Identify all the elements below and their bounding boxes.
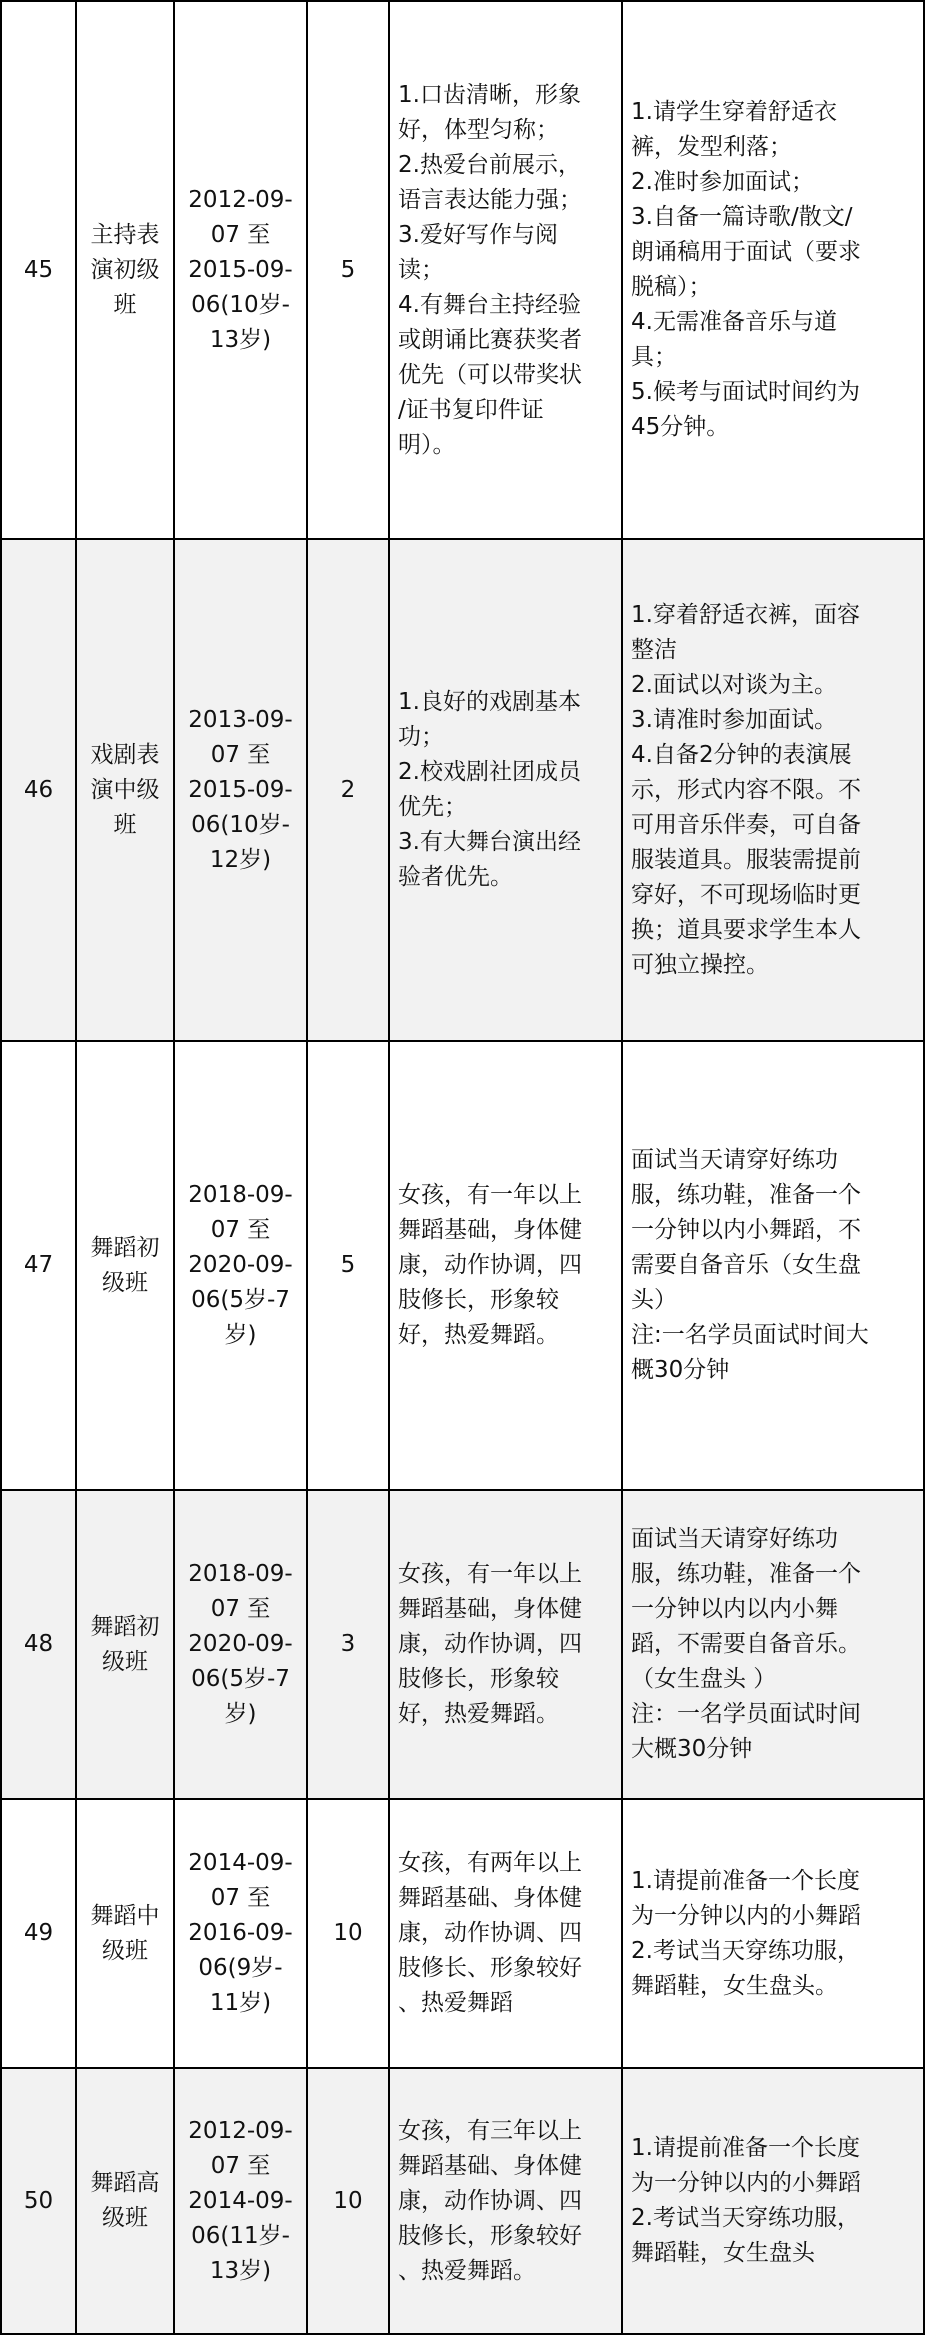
table-row <box>1 1490 924 1799</box>
cell-line: 为一分钟以内的小舞蹈 <box>631 2170 861 2196</box>
cell-line: 好，热爱舞蹈。 <box>398 1701 559 1727</box>
requirements-cell <box>389 1041 622 1490</box>
cell-line: 具； <box>631 344 677 370</box>
cell-line: 2.热爱台前展示， <box>398 151 581 178</box>
cell-line: 2018-09- <box>188 1561 293 1587</box>
cell-line: 女孩，有三年以上 <box>398 2117 582 2144</box>
cell-line: 演初级 <box>90 256 160 283</box>
cell-line: 朗诵稿用于面试（要求 <box>631 239 861 265</box>
cell-line: 舞蹈基础、身体健 <box>398 1885 582 1911</box>
cell-line: 为一分钟以内的小舞蹈 <box>631 1902 861 1929</box>
class-name-cell <box>76 1490 174 1799</box>
cell-line: 演中级 <box>90 776 160 803</box>
cell-line: 06(5岁-7 <box>191 1666 290 1692</box>
cell-line: 可独立操控。 <box>631 951 769 978</box>
cell-line: 康，动作协调，四 <box>398 1631 582 1657</box>
class-name-cell <box>76 1 174 539</box>
cell-line: 45分钟。 <box>631 414 730 440</box>
cell-line: 康，动作协调、四 <box>398 2187 582 2214</box>
cell-line: 优先（可以带奖状 <box>398 361 582 388</box>
enrollment-count-cell: 2 <box>307 539 389 1041</box>
cell-line: 舞蹈鞋，女生盘头。 <box>631 1972 838 1999</box>
cell-line: 2015-09- <box>188 776 293 803</box>
cell-line: 2014-09- <box>188 2187 293 2214</box>
cell-line: 主持表 <box>90 221 160 248</box>
cell-line: 语言表达能力强； <box>398 186 582 213</box>
enrollment-count-cell: 10 <box>307 1799 389 2068</box>
cell-line: 裤，发型利落； <box>631 134 792 160</box>
row-index-cell: 47 <box>1 1041 76 1490</box>
birth-date-range-cell <box>174 1 307 539</box>
cell-line: 戏剧表 <box>90 741 160 768</box>
cell-line: 1.请提前准备一个长度 <box>631 1867 860 1894</box>
class-name-cell <box>76 2068 174 2334</box>
cell-line: 女孩，有两年以上 <box>398 1850 582 1876</box>
cell-line: 一分钟以内小舞蹈，不 <box>631 1217 861 1243</box>
cell-line: 面试当天请穿好练功 <box>631 1526 838 1552</box>
cell-line: 2.考试当天穿练功服， <box>631 2205 860 2231</box>
cell-line: 蹈，不需要自备音乐。 <box>631 1631 861 1657</box>
class-name-cell <box>76 539 174 1041</box>
cell-line: 06(10岁- <box>191 811 290 838</box>
cell-line: 、热爱舞蹈。 <box>398 2257 536 2284</box>
cell-line: 06(11岁- <box>191 2222 290 2249</box>
cell-line: 13岁) <box>209 326 272 353</box>
cell-line: 舞蹈基础，身体健 <box>398 1217 582 1243</box>
table-row <box>1 2068 924 2334</box>
cell-line: 康，动作协调、四 <box>398 1920 582 1946</box>
cell-line: 肢修长，形象较 <box>398 1287 559 1313</box>
cell-line: 换；道具要求学生本人 <box>631 916 861 943</box>
row-index-cell: 48 <box>1 1490 76 1799</box>
cell-line: 大概30分钟 <box>631 1736 753 1762</box>
cell-line: 级班 <box>102 1937 148 1964</box>
cell-line: （女生盘头 ） <box>631 1666 777 1692</box>
table-row <box>1 1041 924 1490</box>
table-row <box>1 1 924 539</box>
cell-line: 舞蹈鞋，女生盘头 <box>631 2240 815 2266</box>
cell-line: 3.自备一篇诗歌/散文/ <box>631 204 853 230</box>
interview-notes-cell <box>622 1 924 539</box>
cell-line: 07 至 <box>210 1596 271 1622</box>
cell-line: 女孩，有一年以上 <box>398 1182 582 1208</box>
cell-line: 3.请准时参加面试。 <box>631 706 837 733</box>
cell-line: 服，练功鞋，准备一个 <box>631 1182 861 1208</box>
cell-line: 2.校戏剧社团成员 <box>398 759 581 785</box>
cell-line: 2020-09- <box>188 1252 293 1278</box>
cell-line: 2012-09- <box>188 2117 293 2144</box>
enrollment-count-cell: 3 <box>307 1490 389 1799</box>
cell-line: 注：一名学员面试时间 <box>631 1701 861 1727</box>
cell-line: 岁) <box>224 1701 257 1727</box>
cell-line: 需要自备音乐（女生盘 <box>631 1252 861 1278</box>
row-index-cell: 50 <box>1 2068 76 2334</box>
cell-line: 舞蹈基础，身体健 <box>398 1596 582 1622</box>
cell-line: 1.穿着舒适衣裤，面容 <box>631 601 860 628</box>
cell-line: 肢修长，形象较好 <box>398 2222 582 2249</box>
cell-line: 服，练功鞋，准备一个 <box>631 1561 861 1587</box>
cell-line: 班 <box>113 291 137 318</box>
interview-notes-cell <box>622 1490 924 1799</box>
cell-line: 概30分钟 <box>631 1357 730 1383</box>
interview-notes-cell <box>622 1041 924 1490</box>
row-index-cell: 45 <box>1 1 76 539</box>
cell-line: 舞蹈初 <box>90 1613 160 1640</box>
cell-line: 2.考试当天穿练功服， <box>631 1937 860 1964</box>
cell-line: 肢修长，形象较 <box>398 1666 559 1692</box>
birth-date-range-cell <box>174 1799 307 2068</box>
requirements-cell <box>389 2068 622 2334</box>
cell-line: 2013-09- <box>188 706 293 733</box>
birth-date-range-cell <box>174 539 307 1041</box>
cell-line: 3.爱好写作与阅 <box>398 221 558 248</box>
cell-line: 07 至 <box>210 221 271 248</box>
cell-line: 康，动作协调，四 <box>398 1252 582 1278</box>
cell-line: 4.有舞台主持经验 <box>398 291 581 318</box>
cell-line: 11岁) <box>209 1990 272 2016</box>
cell-line: 2.面试以对谈为主。 <box>631 671 837 698</box>
cell-line: 舞蹈高 <box>90 2170 160 2196</box>
cell-line: 13岁) <box>209 2257 272 2284</box>
cell-line: 4.自备2分钟的表演展 <box>631 741 852 768</box>
birth-date-range-cell <box>174 2068 307 2334</box>
requirements-cell <box>389 1799 622 2068</box>
cell-line: 1.良好的戏剧基本 <box>398 689 581 715</box>
cell-line: 注:一名学员面试时间大 <box>631 1322 869 1348</box>
cell-line: 示，形式内容不限。不 <box>631 776 861 803</box>
birth-date-range-cell <box>174 1041 307 1490</box>
cell-line: 06(10岁- <box>191 291 290 318</box>
cell-line: 头） <box>631 1287 677 1313</box>
requirements-cell <box>389 1 622 539</box>
interview-notes-cell <box>622 1799 924 2068</box>
cell-line: 06(5岁-7 <box>191 1287 290 1313</box>
row-index-cell: 46 <box>1 539 76 1041</box>
cell-line: 07 至 <box>210 1885 271 1911</box>
cell-line: 4.无需准备音乐与道 <box>631 309 837 335</box>
cell-line: 岁) <box>224 1322 257 1348</box>
cell-line: 1.口齿清晰，形象 <box>398 81 581 108</box>
interview-notes-cell <box>622 539 924 1041</box>
cell-line: 面试当天请穿好练功 <box>631 1147 838 1173</box>
cell-line: 穿好，不可现场临时更 <box>631 881 861 908</box>
cell-line: 优先； <box>398 794 467 820</box>
cell-line: 一分钟以内以内小舞 <box>631 1596 838 1622</box>
enrollment-count-cell: 10 <box>307 2068 389 2334</box>
enrollment-count-cell: 5 <box>307 1 389 539</box>
cell-line: 2016-09- <box>188 1920 293 1946</box>
requirements-cell <box>389 1490 622 1799</box>
cell-line: 1.请学生穿着舒适衣 <box>631 99 837 125</box>
cell-line: 肢修长、形象较好 <box>398 1955 582 1981</box>
cell-line: /证书复印件证 <box>398 396 544 423</box>
cell-line: 2.准时参加面试； <box>631 169 814 195</box>
cell-line: 3.有大舞台演出经 <box>398 829 581 855</box>
row-index-cell: 49 <box>1 1799 76 2068</box>
cell-line: 班 <box>113 811 137 838</box>
class-name-cell <box>76 1799 174 2068</box>
requirements-cell <box>389 539 622 1041</box>
cell-line: 07 至 <box>210 2152 271 2179</box>
cell-line: 、热爱舞蹈 <box>398 1990 513 2016</box>
cell-line: 12岁) <box>209 846 272 873</box>
cell-line: 2018-09- <box>188 1182 293 1208</box>
cell-line: 服装道具。服装需提前 <box>631 846 861 873</box>
cell-line: 2015-09- <box>188 256 293 283</box>
interview-notes-cell <box>622 2068 924 2334</box>
table-row <box>1 539 924 1041</box>
enrollment-count-cell: 5 <box>307 1041 389 1490</box>
cell-line: 2020-09- <box>188 1631 293 1657</box>
cell-line: 1.请提前准备一个长度 <box>631 2135 860 2161</box>
cell-line: 好，热爱舞蹈。 <box>398 1322 559 1348</box>
class-name-cell <box>76 1041 174 1490</box>
cell-line: 级班 <box>102 1648 148 1675</box>
cell-line: 级班 <box>102 1269 148 1296</box>
cell-line: 好，体型匀称； <box>398 116 559 143</box>
birth-date-range-cell <box>174 1490 307 1799</box>
cell-line: 整洁 <box>631 636 677 663</box>
cell-line: 级班 <box>102 2205 148 2231</box>
cell-line: 舞蹈基础、身体健 <box>398 2152 582 2179</box>
table-body <box>1 1 924 2334</box>
cell-line: 功； <box>398 724 444 750</box>
cell-line: 女孩，有一年以上 <box>398 1561 582 1587</box>
cell-line: 2012-09- <box>188 186 293 213</box>
cell-line: 舞蹈初 <box>90 1234 160 1261</box>
cell-line: 验者优先。 <box>398 864 513 890</box>
cell-line: 明）。 <box>398 431 456 458</box>
cell-line: 07 至 <box>210 741 271 768</box>
cell-line: 5.候考与面试时间约为 <box>631 379 860 405</box>
cell-line: 可用音乐伴奏，可自备 <box>631 811 861 838</box>
cell-line: 脱稿）； <box>631 274 712 300</box>
table-row <box>1 1799 924 2068</box>
cell-line: 或朗诵比赛获奖者 <box>398 326 582 353</box>
cell-line: 06(9岁- <box>198 1955 283 1981</box>
cell-line: 舞蹈中 <box>90 1902 160 1929</box>
cell-line: 2014-09- <box>188 1850 293 1876</box>
cell-line: 07 至 <box>210 1217 271 1243</box>
cell-line: 读； <box>398 256 444 283</box>
